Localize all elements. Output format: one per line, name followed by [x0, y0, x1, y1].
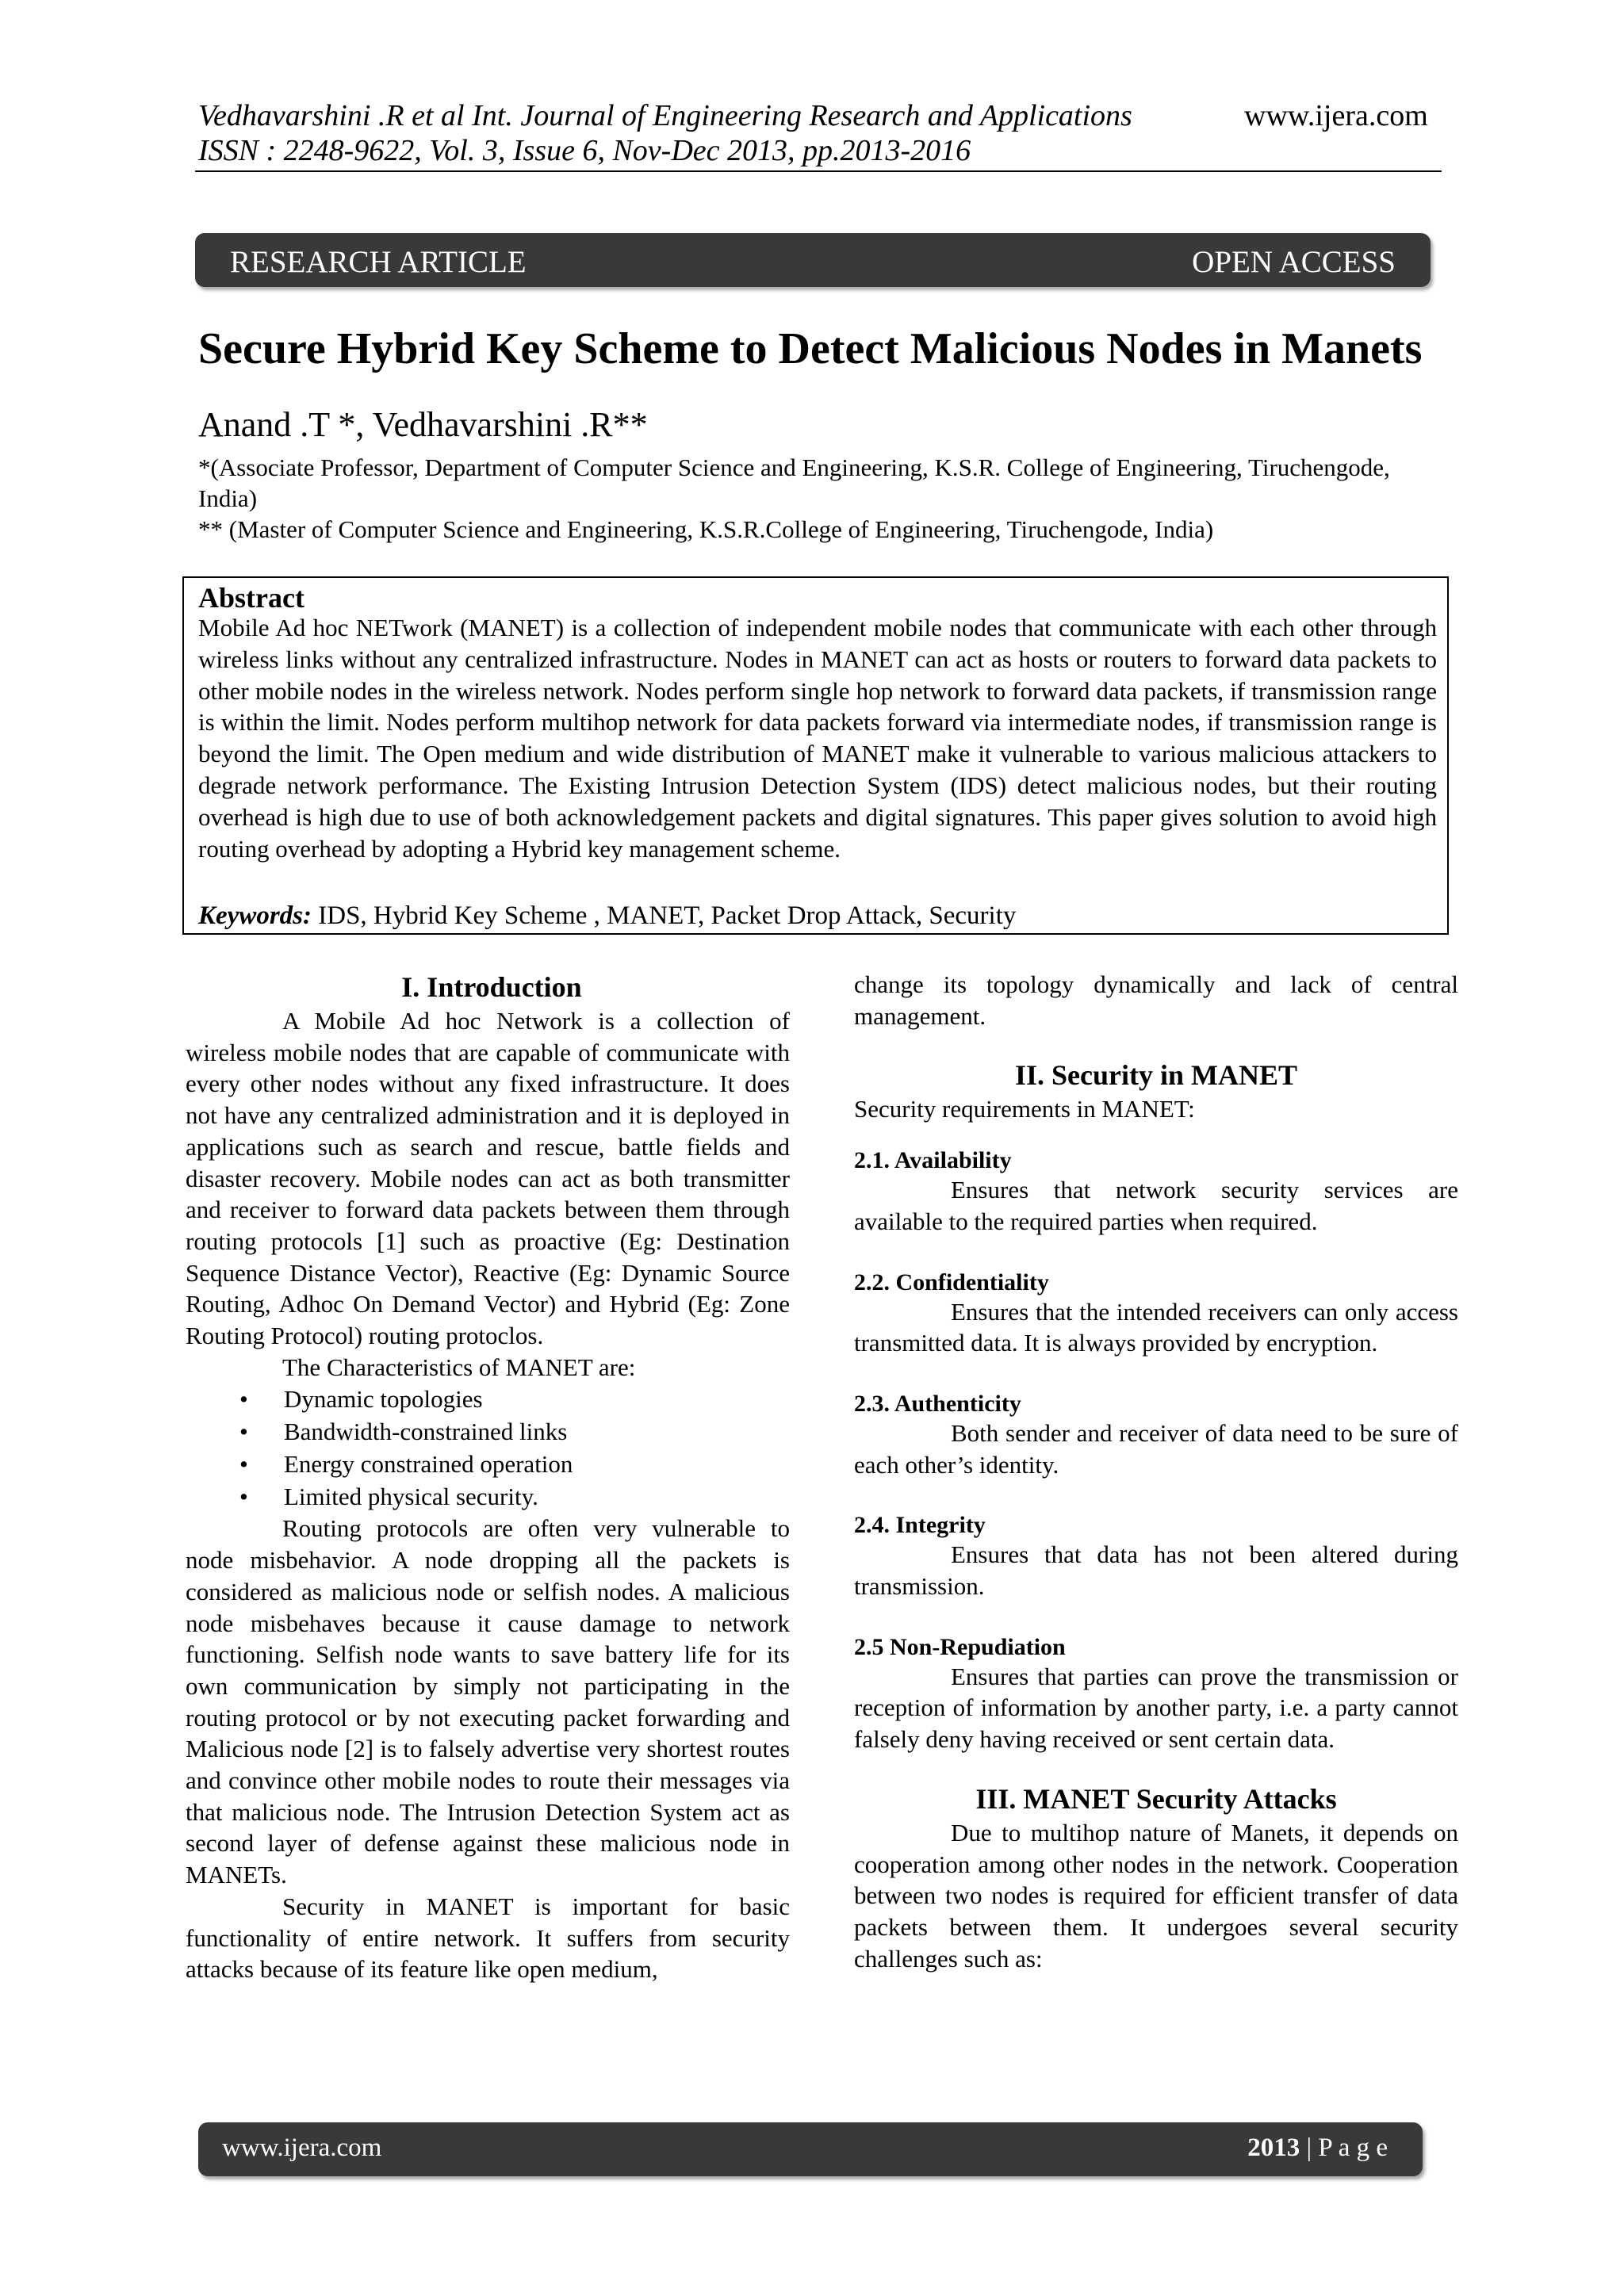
characteristics-list — [186, 1383, 790, 1513]
intro-paragraph-3: Routing protocols are often very vulnerable to node misbehavior. A node dropping all the packets is considered as malicious node or selfish nodes. A malicious node misbehaves because it cause damage to network functioning. Selfish node wants to save battery life for its own communication by simply not participating in the routing protocol or by not executing packet forwarding and Malicious node [2] is to falsely advertise very shortest routes and convince other mobile nodes to route their messages via that malicious node. The Intrusion Detection System act as second layer of defense against these malicious node in MANETs. — [186, 1514, 790, 1889]
footer-website[interactable]: www.ijera.com — [222, 2133, 382, 2162]
right-column — [854, 969, 1458, 1974]
paper-title: Secure Hybrid Key Scheme to Detect Malicious Nodes in Manets — [198, 324, 1423, 373]
keywords-label: Keywords: — [198, 901, 312, 930]
section-3-text: Due to multihop nature of Manets, it depends on cooperation among other nodes in the network. Cooperation between two nodes is required for efficient transfer of data packets between them. It undergoes several security challenges such as: — [854, 1818, 1458, 1973]
affiliation-2: ** (Master of Computer Science and Engineering, K.S.R.College of Engineering, Tiruchengode, India) — [198, 515, 1214, 543]
list-item: • Energy constrained operation — [186, 1448, 790, 1480]
non-repudiation-text: Ensures that parties can prove the transmission or reception of information by another party, i.e. a party cannot falsely deny having received or sent certain data. — [854, 1662, 1458, 1754]
keywords-list: IDS, Hybrid Key Scheme , MANET, Packet Drop Attack, Security — [312, 901, 1017, 930]
research-article-label: RESEARCH ARTICLE — [230, 245, 527, 279]
header-rule — [195, 170, 1442, 172]
intro-paragraph-4: Security in MANET is important for basic functionality of entire network. It suffers from security attacks because of its feature like open medium, — [186, 1892, 790, 1984]
availability-text: Ensures that network security services are available to the required parties when required. — [854, 1176, 1458, 1235]
section-2-intro: Security requirements in MANET: — [854, 1095, 1195, 1123]
subsection-non-repudiation: 2.5 Non-Repudiation — [854, 1633, 1066, 1660]
confidentiality-text: Ensures that the intended receivers can only access transmitted data. It is always provided by encryption. — [854, 1297, 1458, 1357]
authenticity-text: Both sender and receiver of data need to be sure of each other’s identity. — [854, 1418, 1458, 1479]
issn-line: ISSN : 2248-9622, Vol. 3, Issue 6, Nov-Dec 2013, pp.2013-2016 — [198, 134, 971, 167]
intro-paragraph-1: A Mobile Ad hoc Network is a collection of wireless mobile nodes that are capable of communicate with every other nodes without any fixed infrastructure. It does not have any centralized administration and it is deployed in applications such as search and rescue, battle fields and disaster recovery. Mobile nodes can act as both transmitter and receiver to forward data packets between them through routing protocols [1] such as proactive (Eg: Destination Sequence Distance Vector), Reactive (Eg: Dynamic Source Routing, Adhoc On Demand Vector) and Hybrid (Eg: Zone Routing Protocol) routing protoclos. — [186, 1007, 790, 1350]
page-footer — [198, 2122, 1423, 2176]
abstract-heading: Abstract — [198, 582, 304, 614]
keywords — [198, 901, 1016, 931]
subsection-confidentiality: 2.2. Confidentiality — [854, 1269, 1049, 1295]
subsection-authenticity: 2.3. Authenticity — [854, 1390, 1021, 1417]
bullet-icon: • — [239, 1450, 248, 1479]
intro-continuation: change its topology dynamically and lack of central management. — [854, 970, 1458, 1030]
page-number: 2013 | P a g e — [1247, 2133, 1388, 2162]
subsection-availability: 2.1. Availability — [854, 1147, 1012, 1174]
abstract-text: Mobile Ad hoc NETwork (MANET) is a collection of independent mobile nodes that communicate with each other through wireless links without any centralized infrastructure. Nodes in MANET can act as hosts or routers to forward data packets to other mobile nodes in the wireless network. Nodes perform single hop network to forward data packets, if transmission range is within the limit. Nodes perform multihop network for data packets forward via intermediate nodes, if transmission range is beyond the limit. The Open medium and wide distribution of MANET make it vulnerable to various malicious attackers to degrade network performance. The Existing Intrusion Detection System (IDS) detect malicious nodes, but their routing overhead is high due to use of both acknowledgement packets and digital signatures. This paper gives solution to avoid high routing overhead by adopting a Hybrid key management scheme. — [198, 614, 1437, 863]
list-item: • Limited physical security. — [186, 1480, 790, 1513]
affiliation-1: *(Associate Professor, Department of Computer Science and Engineering, K.S.R. College of Engineering, Tiruchengode, India) — [198, 453, 1390, 512]
authors: Anand .T *, Vedhavarshini .R** — [198, 405, 648, 444]
left-column — [186, 969, 790, 1985]
journal-citation: Vedhavarshini .R et al Int. Journal of Engineering Research and Applications — [198, 99, 1132, 132]
bullet-icon: • — [239, 1385, 248, 1414]
section-2-heading: II. Security in MANET — [1014, 1059, 1297, 1092]
section-1-heading: I. Introduction — [401, 971, 582, 1003]
subsection-integrity: 2.4. Integrity — [854, 1512, 986, 1539]
section-3-heading: III. MANET Security Attacks — [975, 1782, 1337, 1815]
bullet-icon: • — [239, 1483, 248, 1511]
list-item: • Bandwidth-constrained links — [186, 1415, 790, 1448]
list-item: • Dynamic topologies — [186, 1383, 790, 1415]
open-access-label: OPEN ACCESS — [1192, 245, 1396, 279]
header-website[interactable]: www.ijera.com — [1244, 99, 1428, 132]
bullet-icon: • — [239, 1418, 248, 1446]
article-type-banner — [195, 233, 1431, 287]
integrity-text: Ensures that data has not been altered during transmission. — [854, 1540, 1458, 1601]
intro-paragraph-2: The Characteristics of MANET are: — [282, 1353, 636, 1381]
